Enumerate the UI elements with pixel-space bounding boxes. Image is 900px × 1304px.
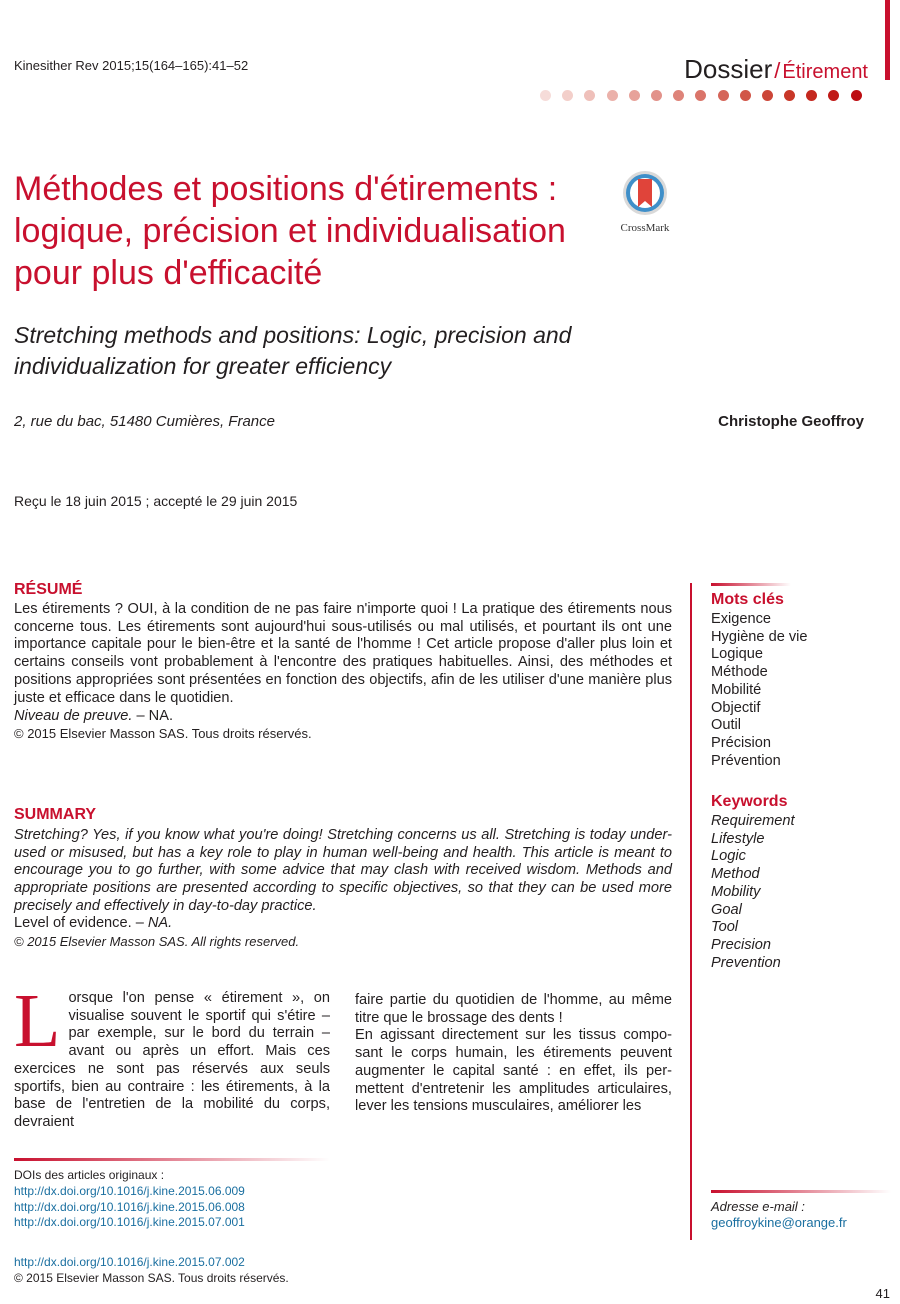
resume-evidence-label: Niveau de preuve. bbox=[14, 708, 133, 724]
email-accent-rule bbox=[711, 1190, 891, 1193]
keyword-en-item: Goal bbox=[711, 901, 742, 918]
article-title-fr: Méthodes et positions d'étirements : logique, précision et individualisation pour plus d'efficacité bbox=[14, 170, 566, 292]
summary-evidence-label: Level of evidence. – bbox=[14, 915, 148, 931]
decorative-dot bbox=[629, 90, 640, 101]
author-name: Christophe Geoffroy bbox=[718, 413, 864, 430]
dois-label: DOIs des articles originaux : bbox=[14, 1168, 165, 1182]
decorative-dot bbox=[695, 90, 706, 101]
email-link[interactable]: geoffroykine@orange.fr bbox=[711, 1215, 847, 1230]
keyword-fr-item: Précision bbox=[711, 734, 772, 751]
decorative-dot bbox=[762, 90, 773, 101]
keyword-en-item: Tool bbox=[711, 919, 739, 936]
keywords-fr-list bbox=[711, 611, 808, 770]
keyword-en-item: Mobility bbox=[711, 883, 761, 900]
keyword-en-item: Logic bbox=[711, 848, 746, 865]
doi-link[interactable]: http://dx.doi.org/10.1016/j.kine.2015.07.001 bbox=[14, 1215, 245, 1229]
keywords-en-list bbox=[711, 813, 795, 972]
journal-reference: Kinesither Rev 2015;15(164–165):41–52 bbox=[14, 58, 249, 73]
keyword-fr-item: Prévention bbox=[711, 752, 781, 769]
decorative-dot bbox=[806, 90, 817, 101]
section-label: Dossier bbox=[684, 54, 773, 84]
sidebar-divider bbox=[690, 583, 692, 1240]
keyword-en-item: Precision bbox=[711, 936, 772, 953]
resume-evidence-value: – NA. bbox=[132, 708, 174, 724]
subsection-label: Étirement bbox=[782, 61, 868, 83]
resume-copyright: © 2015 Elsevier Masson SAS. Tous droits réservés. bbox=[14, 726, 312, 741]
keyword-fr-item: Méthode bbox=[711, 664, 768, 681]
doi-list bbox=[14, 1184, 245, 1231]
summary-heading: SUMMARY bbox=[14, 806, 97, 823]
keyword-fr-item: Logique bbox=[711, 646, 763, 663]
keyword-fr-item: Exigence bbox=[711, 611, 772, 627]
keyword-en-item: Lifestyle bbox=[711, 830, 765, 847]
author-address: 2, rue du bac, 51480 Cumières, France bbox=[14, 413, 275, 430]
body-column-2-paragraph-2: En agissant directement sur les tissus compo-sant le corps humain, les étirements peuvent augmenter le capital santé : en effet, ils per-mettent d'entretenir les amplitudes articulaires, lever les tensions musculaires, améliorer les bbox=[355, 1027, 672, 1115]
crossmark-label: CrossMark bbox=[620, 222, 670, 234]
resume-text: Les étirements ? OUI, à la condition de ne pas faire n'importe quoi ! La pratique des étirements nous concerne tous. Les étirements sont aujourd'hui sous-utilisés ou mal utilisés, et pourtant ils ont une importance capitale pour le bien-être et la santé de l'homme ! Cet article propose d'aller plus loin et certains conseils vont probablement à l'encontre des pratiques habituelles. Ainsi, des méthodes et positions appropriées sont présentées en fonction des objectifs, afin de les utiliser d'une manière plus juste et efficace dans le quotidien. bbox=[14, 601, 672, 706]
keyword-en-item: Prevention bbox=[711, 954, 781, 971]
drop-cap: L bbox=[14, 979, 61, 1063]
keyword-en-item: Requirement bbox=[711, 813, 795, 829]
article-doi-link[interactable]: http://dx.doi.org/10.1016/j.kine.2015.07.002 bbox=[14, 1255, 245, 1269]
section-separator: / bbox=[774, 58, 781, 83]
keywords-en-heading: Keywords bbox=[711, 793, 788, 810]
decorative-dot-row bbox=[540, 90, 862, 101]
keyword-fr-item: Objectif bbox=[711, 699, 761, 716]
doi-link[interactable]: http://dx.doi.org/10.1016/j.kine.2015.06.009 bbox=[14, 1184, 245, 1198]
decorative-dot bbox=[584, 90, 595, 101]
resume-evidence-level bbox=[14, 708, 173, 724]
summary-evidence-value: NA. bbox=[147, 915, 173, 931]
body-column-1 bbox=[14, 979, 330, 1132]
crossmark-badge[interactable] bbox=[620, 170, 670, 234]
keywords-fr-heading: Mots clés bbox=[711, 591, 784, 608]
decorative-dot bbox=[540, 90, 551, 101]
keyword-fr-item: Hygiène de vie bbox=[711, 628, 808, 645]
body-column-1-text: orsque l'on pense « étirement », on visualise souvent le sportif qui s'étire – par exemple, sur le bord du terrain – avant ou après un effort. Mais ces exercices ne sont pas réservés aux seuls sportifs, bien au contraire : les étirements, à la base de l'entretien de la mobilité du corps, devraient bbox=[14, 990, 330, 1130]
decorative-dot bbox=[562, 90, 573, 101]
decorative-dot bbox=[607, 90, 618, 101]
decorative-dot bbox=[718, 90, 729, 101]
header-accent-bar bbox=[885, 0, 890, 80]
body-column-2 bbox=[355, 992, 672, 1116]
decorative-dot bbox=[651, 90, 662, 101]
summary-evidence-level bbox=[14, 915, 172, 931]
footer-accent-rule bbox=[14, 1158, 330, 1161]
received-dates: Reçu le 18 juin 2015 ; accepté le 29 juin 2015 bbox=[14, 493, 298, 509]
decorative-dot bbox=[740, 90, 751, 101]
keyword-en-item: Method bbox=[711, 866, 760, 883]
email-label: Adresse e-mail : bbox=[711, 1199, 805, 1214]
decorative-dot bbox=[673, 90, 684, 101]
crossmark-icon bbox=[622, 170, 668, 216]
decorative-dot bbox=[828, 90, 839, 101]
keyword-fr-item: Outil bbox=[711, 717, 742, 734]
article-title-en: Stretching methods and positions: Logic, precision and individualization for greater efficiency bbox=[14, 322, 572, 379]
summary-copyright: © 2015 Elsevier Masson SAS. All rights reserved. bbox=[14, 934, 300, 949]
decorative-dot bbox=[784, 90, 795, 101]
page-number: 41 bbox=[875, 1286, 890, 1301]
body-column-2-paragraph-1: faire partie du quotidien de l'homme, au même titre que le brossage des dents ! bbox=[355, 992, 672, 1026]
keywords-accent-rule bbox=[711, 583, 791, 586]
doi-link[interactable]: http://dx.doi.org/10.1016/j.kine.2015.06.008 bbox=[14, 1199, 245, 1214]
summary-text: Stretching? Yes, if you know what you're doing! Stretching concerns us all. Stretching is today under-used or misused, but has a key role to play in human well-being and health. This article is meant to encourage you to go further, with some advice that may clash with received wisdom. Methods and appropriate positions are presented according to specific objectives, so that they can be used more precisely and effectively in day-to-day practice. bbox=[14, 827, 672, 914]
resume-heading: RÉSUMÉ bbox=[14, 581, 83, 598]
keyword-fr-item: Mobilité bbox=[711, 681, 762, 698]
section-heading bbox=[684, 54, 868, 85]
decorative-dot bbox=[851, 90, 862, 101]
footer-copyright: © 2015 Elsevier Masson SAS. Tous droits réservés. bbox=[14, 1271, 289, 1285]
